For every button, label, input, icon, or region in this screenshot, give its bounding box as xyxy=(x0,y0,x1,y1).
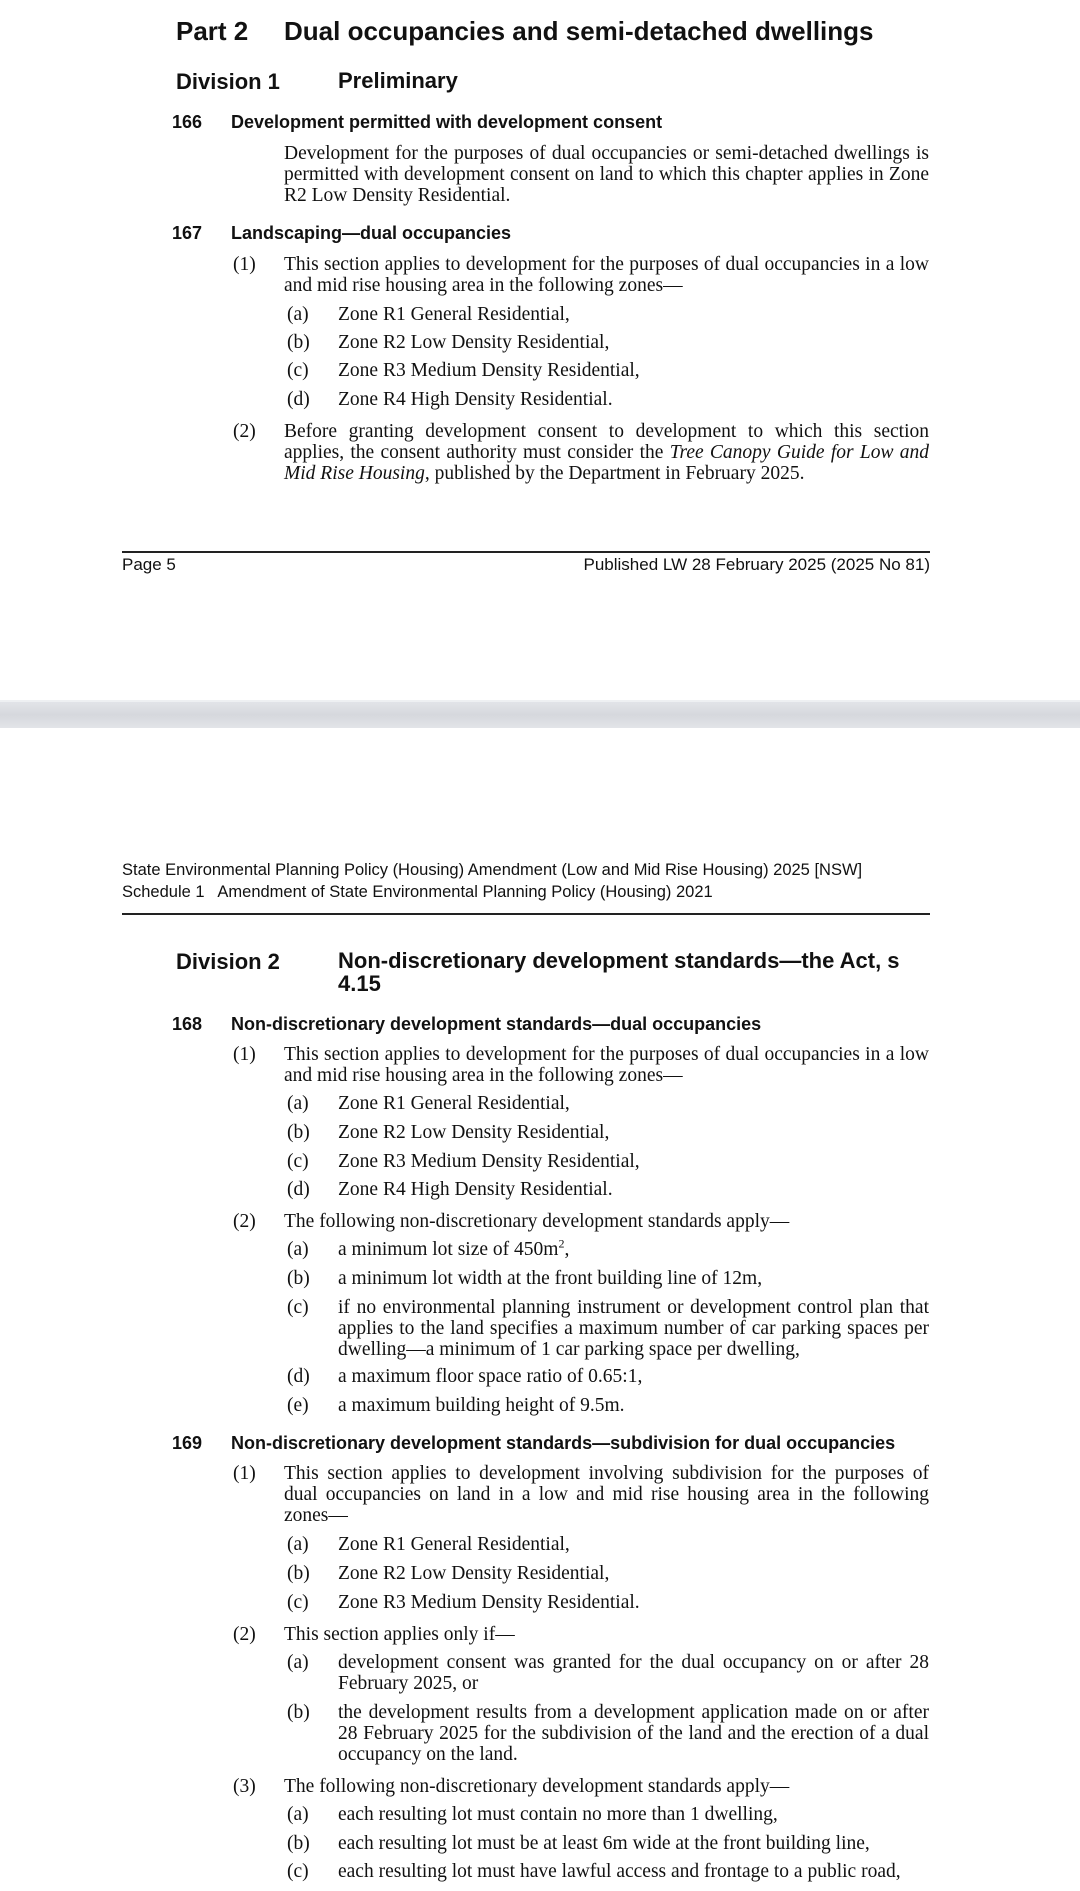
list-item: a minimum lot width at the front building line of 12m, xyxy=(338,1268,763,1289)
list-item: a maximum building height of 9.5m. xyxy=(338,1395,625,1416)
section-166-heading xyxy=(172,112,952,134)
subsection-number: (1) xyxy=(233,1044,256,1065)
list-item: Zone R4 High Density Residential. xyxy=(338,1179,613,1200)
list-item: Zone R3 Medium Density Residential, xyxy=(338,360,640,381)
list-item-number: (c) xyxy=(287,1297,309,1318)
list-item: a minimum lot size of $450m^2$, xyxy=(338,1236,570,1260)
list-item: Zone R2 Low Density Residential, xyxy=(338,332,610,353)
part-heading xyxy=(176,16,874,47)
list-item: Zone R2 Low Density Residential, xyxy=(338,1563,610,1584)
list-item-number: (b) xyxy=(287,1563,310,1584)
section-166-text: Development for the purposes of dual occupancies or semi-detached dwellings is permitted with development consent on land to which this chapter applies in Zone R2 Low Density Residential. xyxy=(284,143,929,206)
section-title: Non-discretionary development standards—dual occupancies xyxy=(231,1014,762,1034)
part-number: Part 2 xyxy=(176,16,249,46)
list-item-number: (c) xyxy=(287,1861,309,1882)
subsection-text: This section applies only if— xyxy=(284,1624,515,1645)
running-header-schedule: Schedule 1 Amendment of State Environmental Planning Policy (Housing) 2021 xyxy=(122,883,713,901)
division-2-heading xyxy=(176,949,936,999)
division-title: Non-discretionary development standards—the Act, s 4.15 xyxy=(338,948,900,996)
list-item: Zone R2 Low Density Residential, xyxy=(338,1122,610,1143)
part-title: Dual occupancies and semi-detached dwellings xyxy=(284,16,874,46)
running-header-title: State Environmental Planning Policy (Housing) Amendment (Low and Mid Rise Housing) 2025 [NSW] xyxy=(122,861,863,879)
subsection-text: This section applies to development for the purposes of dual occupancies in a low and mid rise housing area in the following zones— xyxy=(284,1044,929,1086)
list-item: the development results from a development application made on or after 28 February 2025 for the subdivision of the land and the erection of a dual occupancy on the land. xyxy=(338,1702,929,1765)
section-number: 167 xyxy=(172,223,203,243)
list-item-number: (b) xyxy=(287,1833,310,1854)
list-item: if no environmental planning instrument or development control plan that applies to the land specifies a maximum number of car parking spaces per dwelling—a minimum of 1 car parking space per dwelling, xyxy=(338,1297,929,1360)
list-item: Zone R3 Medium Density Residential, xyxy=(338,1151,640,1172)
subsection-number: (2) xyxy=(233,1211,256,1232)
list-item-number: (c) xyxy=(287,360,309,381)
subsection-number: (3) xyxy=(233,1776,256,1797)
section-title: Development permitted with development consent xyxy=(231,112,663,132)
list-item-number: (a) xyxy=(287,304,309,325)
list-item: development consent was granted for the dual occupancy on or after 28 February 2025, or xyxy=(338,1652,929,1694)
list-item-number: (b) xyxy=(287,1268,310,1289)
page-number: Page 5 xyxy=(122,555,176,574)
list-item-number: (a) xyxy=(287,1239,309,1260)
list-item-number: (d) xyxy=(287,1366,310,1387)
section-number: 168 xyxy=(172,1014,203,1034)
section-number: 166 xyxy=(172,112,203,132)
list-item: a maximum floor space ratio of 0.65:1, xyxy=(338,1366,643,1387)
list-item: Zone R1 General Residential, xyxy=(338,1093,570,1114)
list-item-number: (c) xyxy=(287,1151,309,1172)
section-title: Non-discretionary development standards—subdivision for dual occupancies xyxy=(231,1433,896,1453)
header-rule xyxy=(122,913,930,915)
subsection-text: The following non-discretionary development standards apply— xyxy=(284,1776,790,1797)
subsection-text: The following non-discretionary development standards apply— xyxy=(284,1211,790,1232)
division-title: Preliminary xyxy=(338,68,458,93)
footer-rule xyxy=(122,551,930,553)
list-item-number: (d) xyxy=(287,389,310,410)
list-item: Zone R1 General Residential, xyxy=(338,1534,570,1555)
subsection-text: This section applies to development involving subdivision for the purposes of dual occupancies on land in a low and mid rise housing area in the following zones— xyxy=(284,1463,929,1526)
list-item-number: (b) xyxy=(287,1702,310,1723)
publication-info: Published LW 28 February 2025 (2025 No 81) xyxy=(583,555,930,574)
list-item-number: (a) xyxy=(287,1652,309,1673)
section-number: 169 xyxy=(172,1433,203,1453)
list-item-number: (b) xyxy=(287,1122,310,1143)
section-167-heading xyxy=(172,223,952,245)
subsection-text: This section applies to development for the purposes of dual occupancies in a low and mid rise housing area in the following zones— xyxy=(284,254,929,296)
list-item-number: (b) xyxy=(287,332,310,353)
guide-title: Tree Canopy Guide for Low and Mid Rise Housing xyxy=(284,442,929,484)
subsection-number: (1) xyxy=(233,254,256,275)
list-item-number: (d) xyxy=(287,1179,310,1200)
subsection-number: (2) xyxy=(233,1624,256,1645)
list-item-number: (a) xyxy=(287,1534,309,1555)
list-item: Zone R4 High Density Residential. xyxy=(338,389,613,410)
subsection-number: (1) xyxy=(233,1463,256,1484)
section-169-heading xyxy=(172,1433,962,1455)
subsection-text: Before granting development consent to development to which this section applies, the consent authority must consider the Tree Canopy Guide for Low and Mid Rise Housing, published by the Department in February 2025. xyxy=(284,421,929,484)
list-item: each resulting lot must have lawful access and frontage to a public road, xyxy=(338,1861,901,1882)
section-title: Landscaping—dual occupancies xyxy=(231,223,512,243)
list-item: Zone R1 General Residential, xyxy=(338,304,570,325)
list-item: each resulting lot must contain no more than 1 dwelling, xyxy=(338,1804,778,1825)
section-168-heading xyxy=(172,1014,952,1036)
page-separator xyxy=(0,702,1080,728)
subsection-number: (2) xyxy=(233,421,256,442)
division-label: Division 1 xyxy=(176,69,280,94)
list-item-number: (c) xyxy=(287,1592,309,1613)
list-item-number: (e) xyxy=(287,1395,309,1416)
division-1-heading xyxy=(176,69,936,95)
list-item-number: (a) xyxy=(287,1093,309,1114)
list-item: each resulting lot must be at least 6m wide at the front building line, xyxy=(338,1833,870,1854)
list-item: Zone R3 Medium Density Residential. xyxy=(338,1592,640,1613)
list-item-number: (a) xyxy=(287,1804,309,1825)
division-label: Division 2 xyxy=(176,949,280,974)
